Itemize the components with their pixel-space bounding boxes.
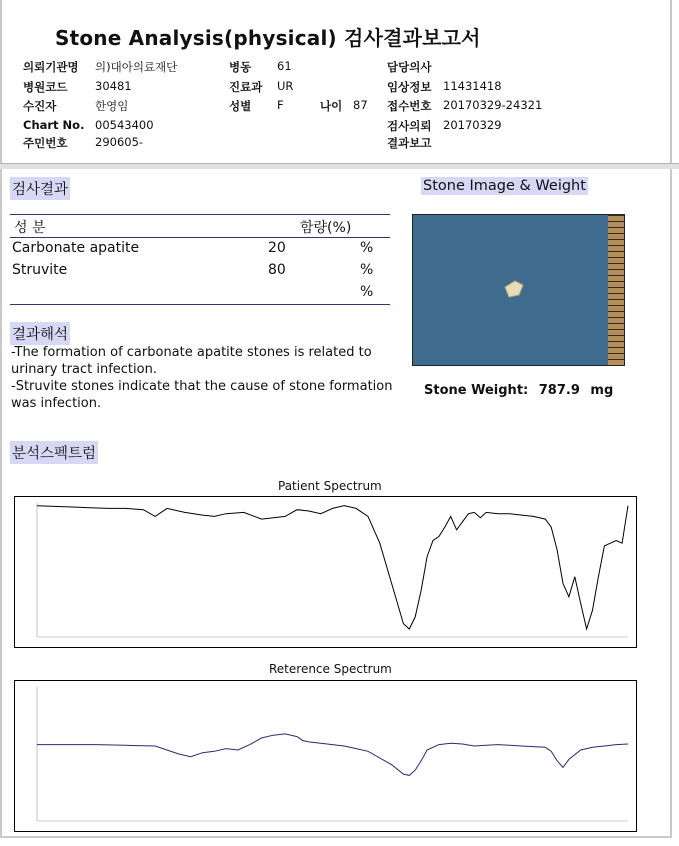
results-col-component: 성 분: [14, 220, 46, 236]
age-value: 87: [353, 98, 368, 112]
interpretation-text: [11, 344, 406, 412]
result-row-1-unit: %: [360, 240, 374, 256]
referring-org-value: 의)대아의료재단: [95, 60, 178, 74]
request-date-label: 검사의뢰: [387, 119, 432, 133]
request-date-value: 20170329: [443, 118, 502, 132]
interpretation-section-title: 결과해석: [10, 322, 70, 345]
doctor-label: 담당의사: [387, 60, 432, 74]
reference-spectrum-plot: [14, 680, 637, 832]
header-separator: [0, 163, 679, 169]
referring-org-label: 의뢰기관명: [23, 60, 79, 74]
results-section-title: 검사결과: [10, 177, 70, 200]
sex-label: 성별: [229, 99, 252, 113]
results-table-header-rule: [10, 237, 390, 238]
clinical-info-label: 임상정보: [387, 80, 432, 94]
interpretation-line-2: -Struvite stones indicate that the cause of stone formation was infection.: [11, 379, 393, 411]
examinee-label: 수진자: [23, 99, 57, 113]
patient-spectrum-plot: [14, 496, 637, 648]
stone-photo: [412, 214, 625, 366]
result-row-2-name: Struvite: [12, 262, 68, 278]
stone-photo-graphic: [413, 215, 625, 366]
results-table-top-rule: [10, 214, 390, 215]
report-label: 결과보고: [387, 136, 432, 150]
patient-spectrum-title: Patient Spectrum: [278, 479, 382, 493]
clinical-info-value: 11431418: [443, 79, 502, 93]
chart-no-label: Chart No.: [23, 118, 85, 132]
ward-label: 병동: [229, 60, 252, 74]
resident-no-label: 주민번호: [23, 136, 68, 150]
result-row-2-unit: %: [360, 262, 374, 278]
resident-no-value: 290605-: [95, 135, 144, 149]
result-row-2-value: 80: [268, 262, 286, 278]
results-table-bottom-rule: [10, 304, 390, 305]
result-row-1-value: 20: [268, 240, 286, 256]
department-value: UR: [277, 79, 294, 93]
reference-spectrum-title: Reterence Spectrum: [269, 662, 392, 676]
hospital-code-value: 30481: [95, 79, 132, 93]
stone-weight-label: Stone Weight:: [424, 383, 529, 398]
examinee-value: 한영임: [95, 99, 129, 113]
stone-weight-unit: mg: [590, 383, 614, 398]
result-row-3-unit: %: [360, 284, 374, 300]
patient-spectrum-series-line: [37, 506, 628, 629]
stone-weight-value: 787.9: [538, 383, 580, 398]
hospital-code-label: 병원코드: [23, 80, 68, 94]
stone-section-title: Stone Image & Weight: [423, 178, 586, 194]
receipt-no-label: 접수번호: [387, 99, 432, 113]
report-title: Stone Analysis(physical) 검사결과보고서: [55, 26, 481, 50]
department-label: 진료과: [229, 80, 263, 94]
interpretation-line-1: -The formation of carbonate apatite stones is related to urinary tract infection.: [11, 345, 372, 377]
result-row-1-name: Carbonate apatite: [12, 240, 140, 256]
sex-value: F: [277, 98, 284, 112]
stone-weight: [424, 383, 613, 398]
chart-no-value: 00543400: [95, 118, 154, 132]
age-label: 나이: [320, 99, 343, 113]
reference-spectrum-svg: [15, 681, 636, 831]
receipt-no-value: 20170329-24321: [443, 98, 543, 112]
spectrum-section-title: 분석스펙트럼: [10, 441, 98, 464]
ward-value: 61: [277, 59, 292, 73]
patient-spectrum-svg: [15, 497, 636, 647]
results-col-content: 함량(%): [300, 220, 352, 236]
reference-spectrum-series-line: [37, 734, 628, 776]
